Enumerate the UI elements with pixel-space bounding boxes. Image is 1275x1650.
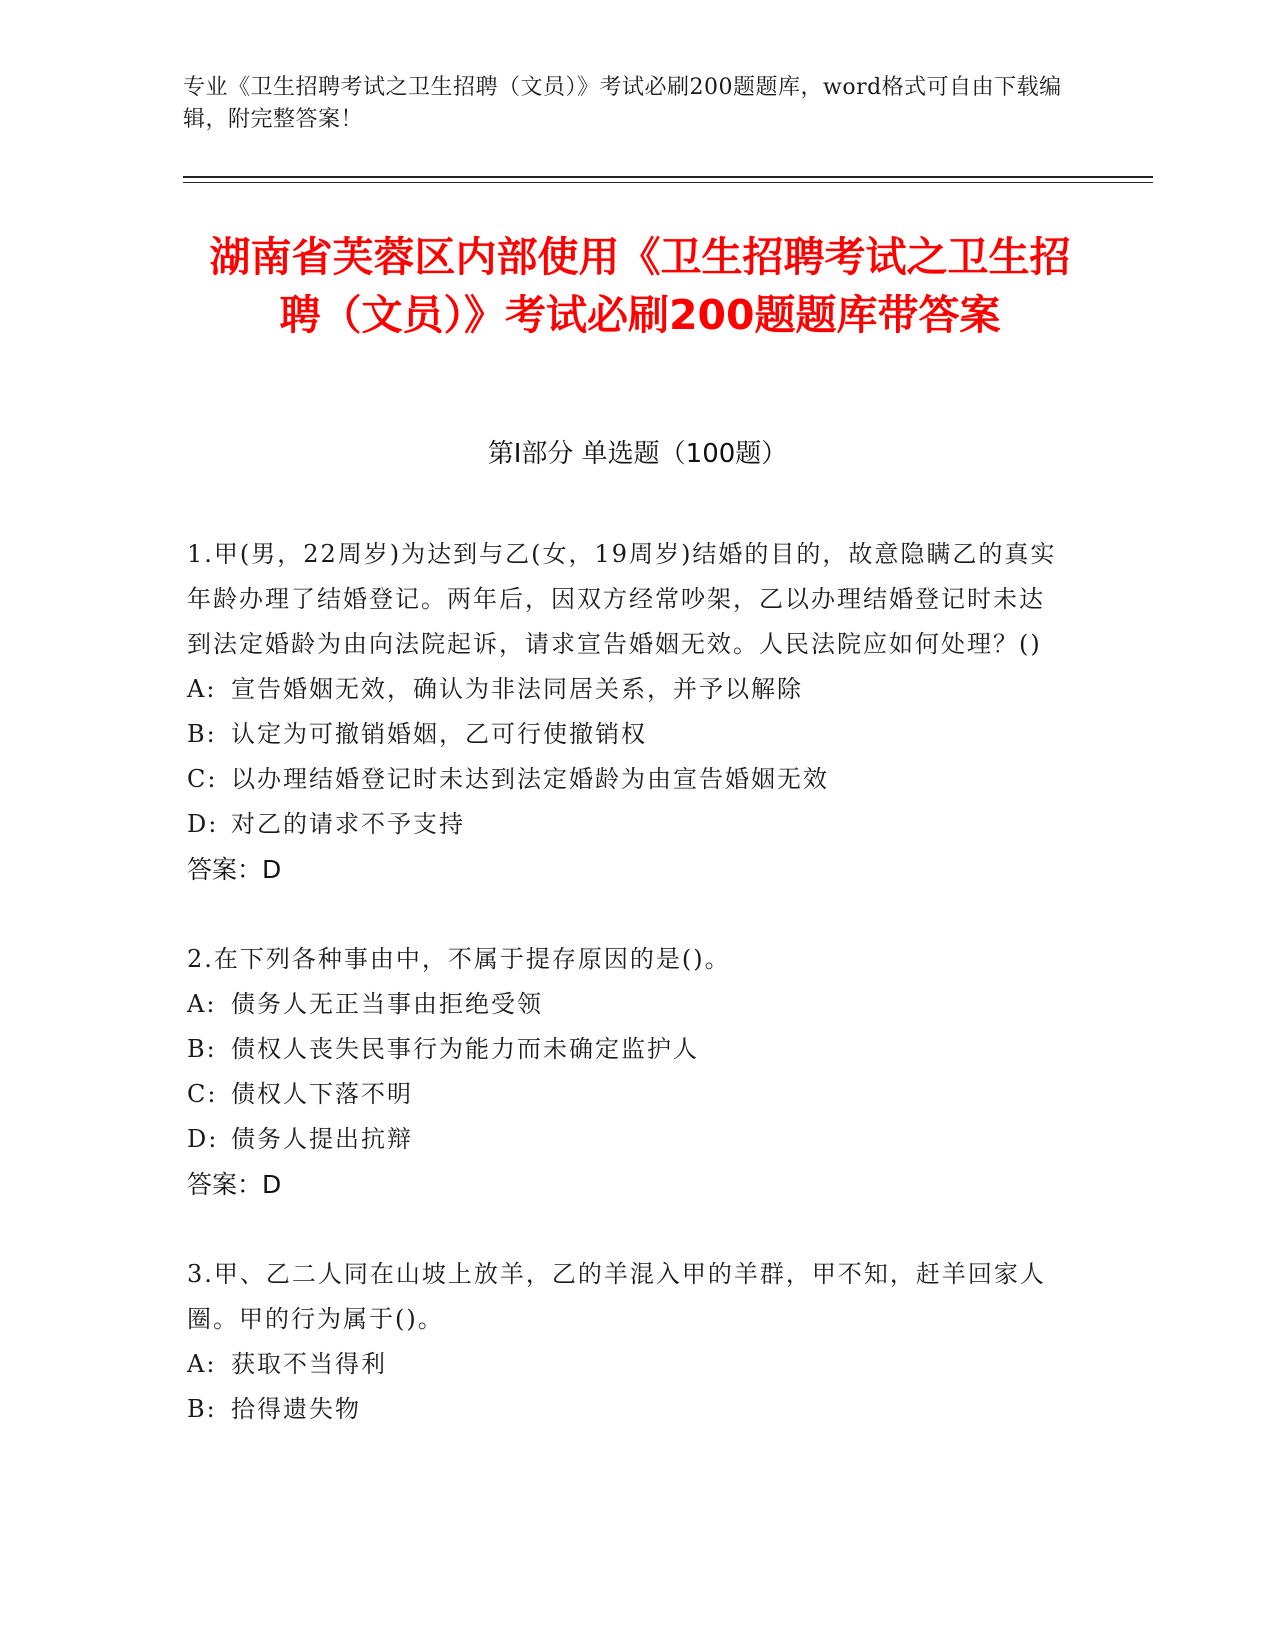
option-d (187, 1117, 1067, 1162)
option-c (187, 757, 1067, 802)
option-key: A: (187, 675, 217, 703)
option-key: B: (187, 1035, 217, 1063)
option-key: A: (187, 1350, 217, 1378)
option-text: 债务人提出抗辩 (231, 1125, 413, 1153)
option-text: 拾得遗失物 (231, 1395, 361, 1423)
header-note: 专业《卫生招聘考试之卫生招聘（文员）》考试必刷200题题库，word格式可自由下载编辑，附完整答案！ (183, 75, 1062, 132)
question-list (187, 532, 1067, 1477)
option-text: 债权人丧失民事行为能力而未确定监护人 (231, 1035, 699, 1063)
option-key: D: (187, 810, 219, 838)
option-key: B: (187, 1395, 217, 1423)
option-key: A: (187, 990, 217, 1018)
option-text: 宣告婚姻无效，确认为非法同居关系，并予以解除 (231, 675, 803, 703)
header-divider-thin (183, 182, 1153, 183)
option-b (187, 1387, 1067, 1432)
option-text: 获取不当得利 (231, 1350, 387, 1378)
option-d (187, 802, 1067, 847)
option-b (187, 1027, 1067, 1072)
question-item (187, 532, 1067, 892)
question-item (187, 937, 1067, 1207)
answer-line: 答案：D (187, 855, 282, 884)
question-stem: 1.甲(男，22周岁)为达到与乙(女，19周岁)结婚的目的，故意隐瞒乙的真实年龄办理了结婚登记。两年后，因双方经常吵架，乙以办理结婚登记时未达到法定婚龄为由向法院起诉，请求宣告婚姻无效。人民法院应如何处理？() (187, 540, 1057, 658)
option-key: C: (187, 765, 218, 793)
question-item (187, 1252, 1067, 1432)
option-text: 认定为可撤销婚姻，乙可行使撤销权 (231, 720, 647, 748)
option-b (187, 712, 1067, 757)
option-a (187, 667, 1067, 712)
option-a (187, 1342, 1067, 1387)
document-title: 湖南省芙蓉区内部使用《卫生招聘考试之卫生招聘（文员）》考试必刷200题题库带答案 (209, 233, 1071, 339)
option-key: B: (187, 720, 217, 748)
option-text: 债权人下落不明 (231, 1080, 413, 1108)
option-text: 对乙的请求不予支持 (231, 810, 465, 838)
option-text: 债务人无正当事由拒绝受领 (231, 990, 543, 1018)
section-title: 第Ⅰ部分 单选题（100题） (487, 439, 788, 469)
question-stem: 2.在下列各种事由中，不属于提存原因的是()。 (187, 945, 731, 973)
question-stem: 3.甲、乙二人同在山坡上放羊，乙的羊混入甲的羊群，甲不知，赶羊回家人圈。甲的行为属于()。 (187, 1260, 1046, 1333)
option-key: D: (187, 1125, 219, 1153)
option-c (187, 1072, 1067, 1117)
answer-line: 答案：D (187, 1170, 282, 1199)
option-key: C: (187, 1080, 218, 1108)
header-divider-thick (183, 176, 1153, 178)
option-text: 以办理结婚登记时未达到法定婚龄为由宣告婚姻无效 (231, 765, 829, 793)
option-a (187, 982, 1067, 1027)
